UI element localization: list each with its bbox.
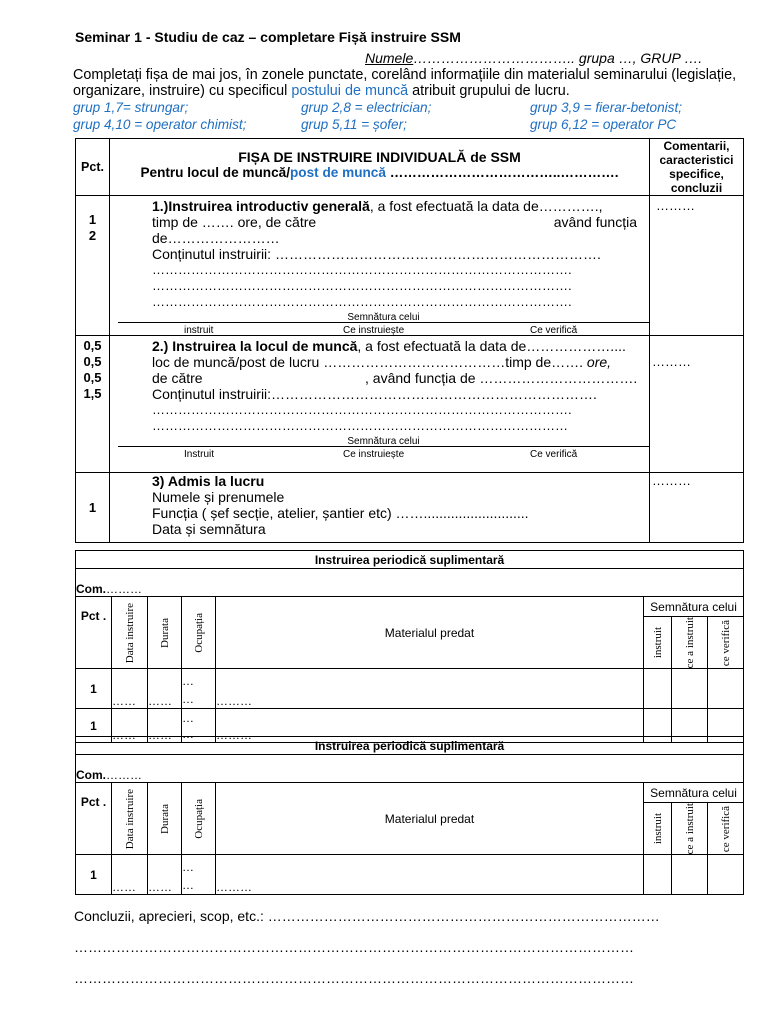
section1-body bbox=[110, 196, 650, 336]
section2-comment: ……… bbox=[650, 336, 744, 473]
com-dots: ……… bbox=[106, 582, 142, 596]
row-material: ……… bbox=[216, 709, 644, 743]
section1-content: Conținutul instruirii: ……………………………………………………………. bbox=[152, 246, 601, 262]
row-ocupatia bbox=[182, 669, 216, 709]
points-value: 0,5 bbox=[83, 338, 102, 353]
name-group-line bbox=[365, 50, 702, 66]
col-instruit bbox=[644, 617, 672, 669]
group-5-11: grup 5,11 = șofer; bbox=[301, 117, 407, 132]
sign-instruit: instruit bbox=[184, 325, 214, 336]
row-data: …… bbox=[112, 855, 148, 895]
col-ocupatia bbox=[182, 597, 216, 669]
group-6-12: grup 6,12 = operator PC bbox=[530, 117, 677, 132]
section1-line2a: timp de ……. ore, de către bbox=[152, 214, 317, 230]
section3-points: 1 bbox=[76, 473, 110, 543]
periodic-training-table-2 bbox=[75, 736, 744, 895]
section2-line1: , a fost efectuată la data de……………….... bbox=[357, 338, 626, 354]
group-label: grupa …, GRUP …. bbox=[575, 50, 703, 66]
col-data-instruire bbox=[112, 597, 148, 669]
header-text: Ocupația bbox=[192, 798, 205, 839]
col-durata bbox=[148, 783, 182, 855]
section2-line2a: loc de muncă/post de lucru …………………………………timp de……. bbox=[152, 354, 587, 370]
col-durata bbox=[148, 597, 182, 669]
row-data: …… bbox=[112, 709, 148, 743]
group-4-10: grup 4,10 = operator chimist; bbox=[73, 117, 247, 132]
form-title-cell bbox=[110, 139, 650, 196]
section1-line2b: având funcția bbox=[553, 214, 637, 230]
row-durata: …… bbox=[148, 669, 182, 709]
page-title: Seminar 1 - Studiu de caz – completare Fișă instruire SSM bbox=[75, 29, 461, 45]
periodic-title: Instruirea periodică suplimentară bbox=[76, 551, 744, 569]
dotted-line: ………………………………………………………………………………………………………… bbox=[74, 939, 634, 955]
pct-header: Pct . bbox=[76, 597, 112, 669]
points-value: 2 bbox=[88, 228, 97, 243]
section2-line3a: de către bbox=[152, 370, 203, 386]
group-1-7: grup 1,7= strungar; bbox=[73, 100, 189, 115]
row-material: ……… bbox=[216, 855, 644, 895]
section2-signature bbox=[118, 434, 649, 458]
form-subtitle bbox=[110, 165, 649, 180]
sign-header: Semnătura celui bbox=[644, 597, 744, 617]
sign-ce-verifica: Ce verifică bbox=[530, 325, 578, 336]
instructions bbox=[73, 67, 743, 99]
subtitle-dots: ………………………………..…………. bbox=[385, 165, 619, 180]
points-value: 0,5 bbox=[83, 354, 102, 369]
section3-function: Funcția ( șef secție, atelier, șantier etc) ……........................... bbox=[152, 505, 529, 521]
col-ce-a-instruit bbox=[672, 617, 708, 669]
header-text: ce verifică bbox=[719, 805, 732, 852]
row-pct: 1 bbox=[76, 709, 112, 743]
sign-header: Semnătura celui bbox=[644, 783, 744, 803]
sign-instruit: Instruit bbox=[184, 449, 215, 460]
com-label: Com. bbox=[76, 768, 106, 782]
ocup-dots: … bbox=[182, 692, 194, 707]
section1-signature bbox=[118, 310, 649, 334]
ocup-dots: … bbox=[182, 727, 194, 742]
row-pct: 1 bbox=[76, 855, 112, 895]
col-materialul: Materialul predat bbox=[216, 783, 644, 855]
dotted-line: ……………………………………………………………………………………. bbox=[152, 278, 572, 293]
section3-comment: ……… bbox=[650, 473, 744, 543]
signature-row bbox=[118, 322, 649, 334]
section2-line2b: ore, bbox=[586, 354, 612, 370]
dotted-line: ………………………………………………………………………… bbox=[267, 908, 660, 924]
subtitle-highlight: post de muncă bbox=[290, 165, 386, 180]
intro-text-1: Completați fișa de mai jos, în zonele punctate, corelând informațiile din materialul seminarului (legislație, organizare, instruire) cu specificul bbox=[73, 67, 737, 99]
header-text: Data instruire bbox=[123, 602, 136, 663]
signature-label: Semnătura celui bbox=[347, 436, 420, 447]
col-ocupatia bbox=[182, 783, 216, 855]
com-row bbox=[76, 755, 744, 783]
signature-row bbox=[118, 446, 649, 458]
intro-highlight: postului de muncă bbox=[291, 83, 409, 99]
header-text: Data instruire bbox=[123, 788, 136, 849]
section3-name: Numele și prenumele bbox=[152, 489, 285, 505]
points-value: 1 bbox=[88, 212, 97, 227]
dotted-line: ……………………………………………………………………………………. bbox=[152, 402, 572, 417]
section1-points bbox=[76, 196, 110, 336]
name-label: Numele bbox=[365, 50, 414, 66]
pct-header: Pct. bbox=[76, 139, 110, 196]
com-dots: ……… bbox=[106, 768, 142, 782]
conclusions-label: Concluzii, aprecieri, scop, etc.: bbox=[74, 908, 268, 924]
dotted-line: ………………………………………………………………………………………………………… bbox=[74, 970, 634, 986]
dotted-line: ……………………………………………………………………………………. bbox=[152, 294, 572, 309]
comments-header: Comentarii, caracteristici specifice, concluzii bbox=[650, 139, 744, 196]
section3-heading: 3) Admis la lucru bbox=[152, 473, 265, 489]
sign-ce-instruieste: Ce instruiește bbox=[343, 325, 405, 336]
section2-line3b: , având funcția de ……………………………. bbox=[365, 370, 638, 386]
section2-content: Conținutul instruirii:……………………………………………………………. bbox=[152, 386, 597, 402]
header-text: Durata bbox=[158, 617, 171, 648]
points-value: 1,5 bbox=[83, 386, 102, 401]
pct-header: Pct . bbox=[76, 783, 112, 855]
group-2-8: grup 2,8 = electrician; bbox=[301, 100, 432, 115]
col-ce-a-instruit bbox=[672, 803, 708, 855]
col-instruit bbox=[644, 803, 672, 855]
row-material: ……… bbox=[216, 669, 644, 709]
group-3-9: grup 3,9 = fierar-betonist; bbox=[530, 100, 683, 115]
com-label: Com. bbox=[76, 582, 106, 596]
col-data-instruire bbox=[112, 783, 148, 855]
ocup-dots: … bbox=[182, 711, 194, 726]
section2-heading: 2.) Instruirea la locul de muncă bbox=[152, 338, 358, 354]
table-row bbox=[76, 855, 744, 895]
intro-text-2: atribuit grupului de lucru. bbox=[408, 83, 570, 99]
section1-line3: de…………………… bbox=[152, 230, 280, 246]
row-data: …… bbox=[112, 669, 148, 709]
section2-body bbox=[110, 336, 650, 473]
ocup-dots: … bbox=[182, 674, 194, 689]
subtitle-prefix: Pentru locul de muncă/ bbox=[140, 165, 290, 180]
table-row bbox=[76, 669, 744, 709]
header-text: ce a instruit bbox=[683, 803, 696, 855]
training-form-table bbox=[75, 138, 744, 543]
row-ocupatia bbox=[182, 855, 216, 895]
section1-heading: 1.)Instruirea introductiv generală bbox=[152, 198, 370, 214]
dotted-line: …………………………………………………………………………………… bbox=[152, 418, 568, 433]
conclusions bbox=[74, 901, 734, 994]
header-text: ce verifică bbox=[719, 619, 732, 666]
points-value: 0,5 bbox=[83, 370, 102, 385]
sign-ce-verifica: Ce verifică bbox=[530, 449, 578, 460]
dotted-line: ……………………………………………………………………………………. bbox=[152, 262, 572, 277]
sign-ce-instruieste: Ce instruiește bbox=[343, 449, 405, 460]
col-ce-verifica bbox=[708, 803, 744, 855]
ocup-dots: … bbox=[182, 860, 194, 875]
header-text: instruit bbox=[651, 813, 664, 845]
periodic-training-table-1 bbox=[75, 550, 744, 743]
section1-comment: ……… bbox=[650, 196, 744, 336]
row-durata: …… bbox=[148, 855, 182, 895]
periodic-title: Instruirea periodică suplimentară bbox=[76, 737, 744, 755]
section3-date-signature: Data și semnătura bbox=[152, 521, 266, 537]
section2-points bbox=[76, 336, 110, 473]
header-text: instruit bbox=[651, 627, 664, 659]
header-text: Ocupația bbox=[192, 612, 205, 653]
ocup-dots: … bbox=[182, 878, 194, 893]
name-dots: …………………………….. bbox=[413, 50, 576, 66]
section1-line1: , a fost efectuată la data de…………., bbox=[369, 198, 603, 214]
col-materialul: Materialul predat bbox=[216, 597, 644, 669]
col-ce-verifica bbox=[708, 617, 744, 669]
signature-label: Semnătura celui bbox=[347, 312, 420, 323]
row-pct: 1 bbox=[76, 669, 112, 709]
row-durata: …… bbox=[148, 709, 182, 743]
com-row bbox=[76, 569, 744, 597]
header-text: Durata bbox=[158, 803, 171, 834]
form-title: FIȘA DE INSTRUIRE INDIVIDUALĂ de SSM bbox=[238, 149, 521, 165]
header-text: ce a instruit bbox=[683, 617, 696, 669]
section3-body bbox=[110, 473, 650, 543]
